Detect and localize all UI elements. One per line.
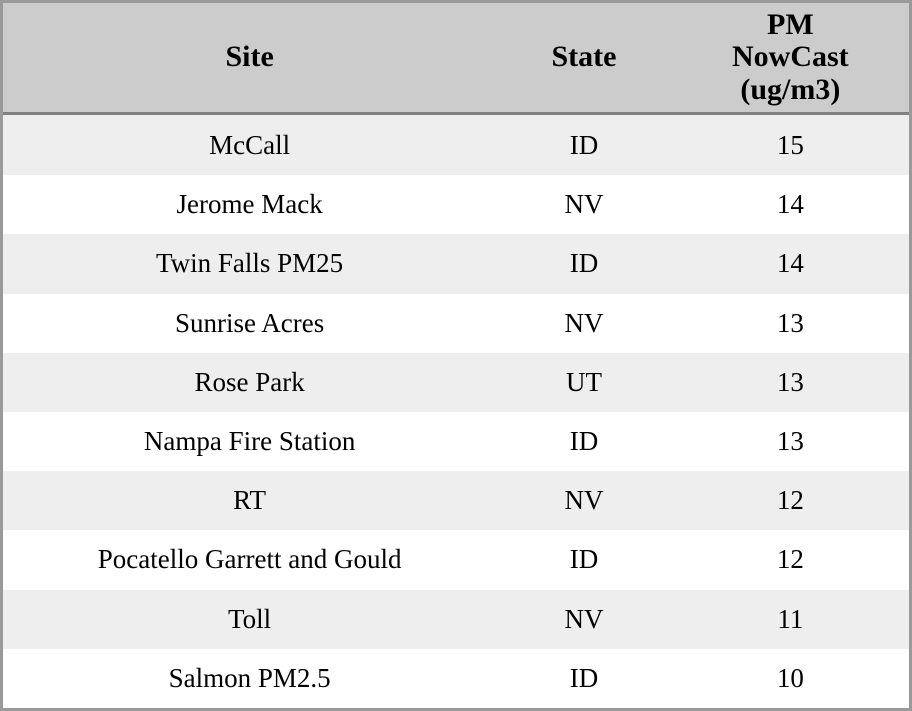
cell-value: 13 xyxy=(672,294,909,353)
table-row xyxy=(3,175,909,234)
cell-state: ID xyxy=(496,530,671,589)
column-header-state: State xyxy=(496,3,671,114)
table-body xyxy=(3,114,909,708)
cell-site: Jerome Mack xyxy=(3,175,496,234)
cell-value: 13 xyxy=(672,412,909,471)
table-row xyxy=(3,649,909,708)
cell-value: 12 xyxy=(672,471,909,530)
cell-site: Toll xyxy=(3,590,496,649)
column-header-pm-nowcast-line3: (ug/m3) xyxy=(740,72,841,106)
cell-site: RT xyxy=(3,471,496,530)
cell-value: 14 xyxy=(672,175,909,234)
cell-site: Nampa Fire Station xyxy=(3,412,496,471)
table-row xyxy=(3,530,909,589)
cell-state: NV xyxy=(496,294,671,353)
table-row xyxy=(3,294,909,353)
table-row xyxy=(3,353,909,412)
cell-site: Twin Falls PM25 xyxy=(3,234,496,293)
table-header xyxy=(3,3,909,114)
cell-value: 12 xyxy=(672,530,909,589)
cell-state: ID xyxy=(496,234,671,293)
column-header-pm-nowcast xyxy=(672,3,909,114)
table-row xyxy=(3,471,909,530)
cell-site: Rose Park xyxy=(3,353,496,412)
cell-state: NV xyxy=(496,590,671,649)
air-quality-table xyxy=(3,3,909,708)
cell-state: ID xyxy=(496,412,671,471)
cell-site: Sunrise Acres xyxy=(3,294,496,353)
cell-value: 10 xyxy=(672,649,909,708)
column-header-pm-nowcast-line1: PM xyxy=(767,8,814,41)
table-row xyxy=(3,412,909,471)
cell-site: McCall xyxy=(3,114,496,175)
table-row xyxy=(3,234,909,293)
table-row xyxy=(3,114,909,175)
column-header-site: Site xyxy=(3,3,496,114)
cell-site: Pocatello Garrett and Gould xyxy=(3,530,496,589)
cell-state: NV xyxy=(496,175,671,234)
table-row xyxy=(3,590,909,649)
cell-value: 15 xyxy=(672,114,909,175)
column-header-pm-nowcast-line2: NowCast xyxy=(732,40,849,74)
cell-state: ID xyxy=(496,114,671,175)
cell-value: 14 xyxy=(672,234,909,293)
cell-state: ID xyxy=(496,649,671,708)
cell-state: NV xyxy=(496,471,671,530)
cell-site: Salmon PM2.5 xyxy=(3,649,496,708)
cell-state: UT xyxy=(496,353,671,412)
cell-value: 13 xyxy=(672,353,909,412)
cell-value: 11 xyxy=(672,590,909,649)
table-header-row xyxy=(3,3,909,114)
